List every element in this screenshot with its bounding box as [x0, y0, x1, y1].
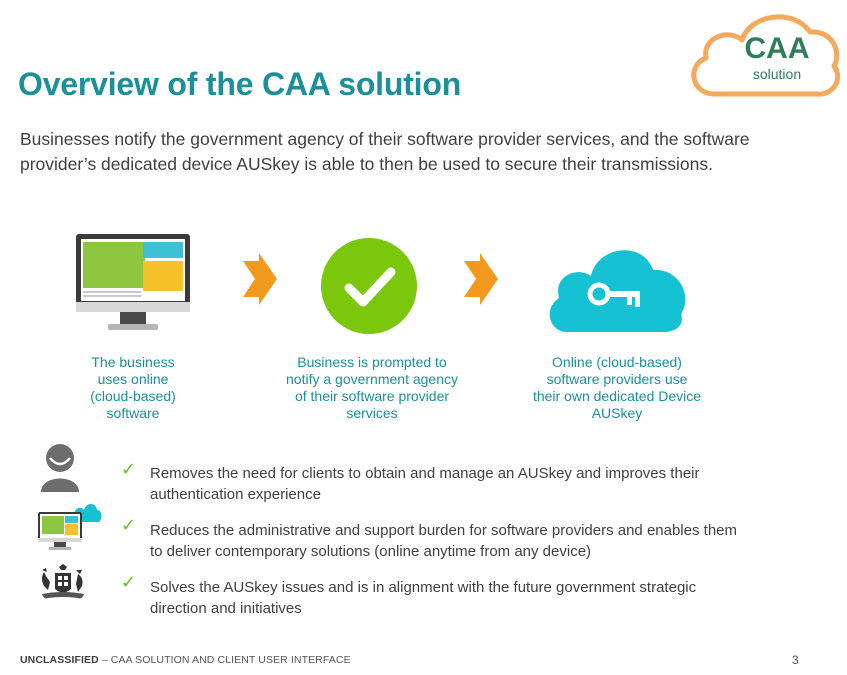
footer-classification: UNCLASSIFIED: [20, 654, 99, 666]
page-title: Overview of the CAA solution: [18, 66, 462, 102]
person-icon: [41, 444, 79, 492]
check-icon: ✓: [121, 459, 137, 480]
cloud-key-icon: [543, 236, 689, 334]
footer: [20, 654, 351, 666]
benefit-2-text: Reduces the administrative and support burden for software providers and enables them to deliver contemporary solutions (online anytime from any device): [150, 522, 737, 560]
check-icon: ✓: [121, 515, 137, 536]
logo-sub-text: solution: [752, 66, 802, 82]
step-caption-2: Business is prompted to notify a government agency of their software provider services: [286, 354, 458, 421]
step-caption-3: Online (cloud-based) software providers use their own dedicated Device AUSkey: [532, 354, 702, 421]
intro-paragraph: Businesses notify the government agency of their software provider services, and the software provider’s dedicated device AUSkey is able to then be used to secure their transmissions.: [20, 129, 750, 174]
benefit-3-text: Solves the AUSkey issues and is in alignment with the future government strategic direction and initiatives: [150, 579, 697, 617]
coat-of-arms-icon: [38, 564, 88, 604]
page-number: 3: [792, 653, 799, 667]
footer-title: CAA SOLUTION AND CLIENT USER INTERFACE: [110, 654, 351, 666]
arrow-right-icon: [464, 253, 498, 305]
footer-separator: –: [98, 654, 111, 666]
check-icon: ✓: [121, 572, 137, 593]
benefit-1-text: Removes the need for clients to obtain and manage an AUSkey and improves their authentication experience: [150, 465, 700, 503]
step-caption-1: The business uses online (cloud-based) software: [90, 354, 176, 421]
arrow-right-icon: [243, 253, 277, 305]
monitor-icon: [76, 234, 190, 332]
monitor-cloud-icon: [36, 500, 102, 552]
checkmark-circle-icon: [321, 238, 417, 334]
logo-main-text: CAA: [744, 32, 810, 65]
